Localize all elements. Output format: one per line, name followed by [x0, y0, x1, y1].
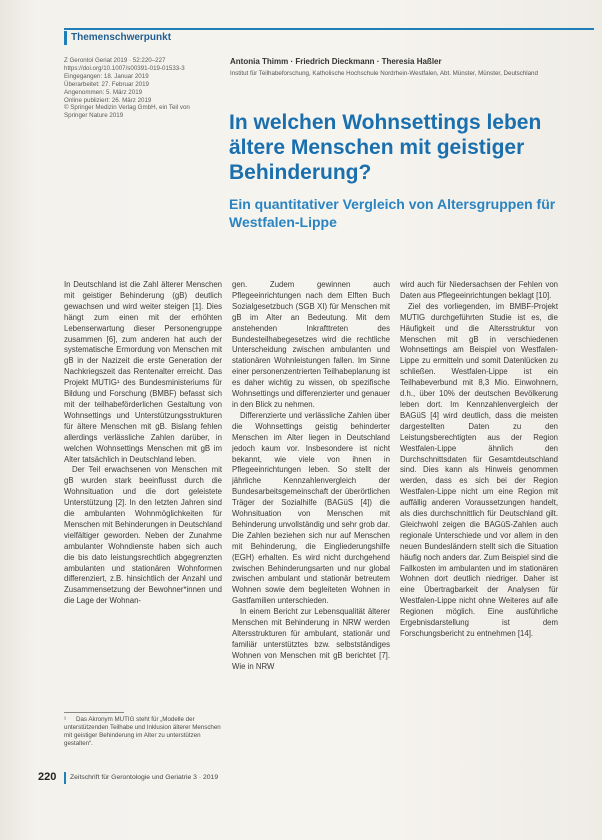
footnote	[64, 716, 224, 748]
paragraph: wird auch für Niedersachsen der Fehlen von Daten aus Pflegeeinrichtungen beklagt [10].	[400, 280, 558, 300]
journal-citation: Zeitschrift für Gerontologie und Geriatrie 3 · 2019	[70, 774, 219, 781]
paragraph: gen. Zudem gewinnen auch Pflegeeinrichtungen nach dem Elften Buch Sozialgesetzbuch (SGB XI) für Menschen mit gB im Alter an Bedeutung. Mit dem anstehenden Inkrafttreten des Bundesteilhabegesetzes wird die rechtliche Unterscheidung zwischen ambulanten und stationären Wohnleistungen fallen. Im Sinne einer personenzentrierten Teilhabeplanung ist es daher wichtig zu wissen, ob spezifische Wohnsettings und differenzierter und genauer in den Blick zu nehmen.	[232, 280, 390, 409]
paragraph: Der Teil erwachsenen von Menschen mit gB wurden stark beeinflusst durch die Wohnsituation und die dort geleistete Unterstützung [2]. In den letzten Jahren sind die ambulanten Wohnmöglichkeiten für Menschen mit Behinderungen in Deutschland vielfältiger geworden. Neben der Zunahme ambulanter Wohndienste haben sich auch die bis dato leistungsrechtlich abgegrenzten ambulanten und stationären Wohnformen differenziert, z.B. hinsichtlich der Anzahl und Zusammensetzung der Bewohner*innen und die Lage der Wohnan-	[64, 465, 222, 606]
paragraph: In Deutschland ist die Zahl älterer Menschen mit geistiger Behinderung (gB) deutlich gewachsen und wird weiter steigen [1]. Dies hängt zum einen mit der erhöhten Lebenserwartung dieser Personengruppe zusammen [6], zum anderen hat auch der systematische Ermordung von Menschen mit gB in der Nazizeit die erste Generation der Nachkriegszeit das Rentenalter erreicht. Das Projekt MUTIG¹ des Bundesministeriums für Bildung und Forschung (BMBF) befasst sich mit der teilhabeförderlichen Gestaltung von Wohnsettings und Unterstützungsstrukturen für ältere Menschen mit gB. Bislang fehlen allerdings verlässliche Zahlen darüber, in welchen Wohnsettings Menschen mit gB im Alter tatsächlich in Deutschland leben.	[64, 280, 222, 464]
footnote-divider	[64, 712, 124, 713]
section-label: Themenschwerpunkt	[64, 31, 171, 45]
paragraph: Ziel des vorliegenden, im BMBF-Projekt MUTIG durchgeführten Studie ist es, die Häufigkeit und die Altersstruktur von Menschen mit gB in verschiedenen Wohnsettings am Beispiel von Westfalen-Lippe zu ermitteln und somit Datenlücken zu schließen. Westfalen-Lippe ist ein Teilhabeverbund mit 8,3 Mio. Einwohnern, d.h., über 10% der deutschen Bevölkerung leben dort. Im Kennzahlenvergleich der BAGüS [4] wird deutlich, dass die meisten dargestellten Daten zu den Leistungsberechtigten aus der Region Westfalen-Lippe ähnlich den Durchschnittsdaten für Gesamtdeutschland sind. Dies kann als Hinweis genommen werden, dass es sich bei der Region Westfalen-Lippe nicht um eine Region mit auffällig anderen Voraussetzungen handelt, als dies durchschnittlich für Deutschland gilt. Gleichwohl zeigen die BAGüS-Zahlen auch regionale Unterschiede und vor allem in den neuen Bundesländern stellt sich die Situation häufig noch anders dar. Zum Beispiel sind die Fallkosten im ambulanten und im stationären Wohnen dort deutlich niedriger. Daher ist eine Übertragbarkeit der Analysen für Westfalen-Lippe nicht ohne Weiteres auf alle Regionen möglich. Eine ausführliche Ergebnisdarstellung ist dem Forschungsbericht zu entnehmen [14].	[400, 301, 558, 638]
article-subtitle: Ein quantitativer Vergleich von Altersgruppen für Westfalen-Lippe	[229, 196, 556, 230]
meta-line: Eingegangen: 18. Januar 2019	[64, 72, 149, 80]
footer-rule	[64, 772, 66, 784]
meta-line: © Springer Medizin Verlag GmbH, ein Teil von	[64, 104, 190, 112]
body-column-3	[400, 280, 558, 640]
author-affiliation: Institut für Teilhabeforschung, Katholische Hochschule Nordrhein-Westfalen, Abt. Münster, Münster, Deutschland	[230, 70, 538, 77]
author-list: Antonia Thimm · Friedrich Dieckmann · Theresia Haßler	[230, 57, 442, 66]
header-rule	[64, 28, 594, 30]
meta-line: Angenommen: 5. März 2019	[64, 88, 143, 96]
meta-line[interactable]: https://doi.org/10.1007/s00391-019-01533-3	[64, 64, 185, 72]
footnote-number: ¹	[64, 716, 67, 723]
paragraph: Differenzierte und verlässliche Zahlen über die Wohnsettings geistig behinderter Menschen im Alter liegen in Deutschland jedoch kaum vor. Insbesondere ist nicht bekannt, wie viele von ihnen in Pflegeeinrichtungen leben. So stellt der jährliche Kennzahlenvergleich der Bundesarbeitsgemeinschaft der überörtlichen Träger der Sozialhilfe (BAGüS [4]) die Wohnsituation von Menschen mit Behinderung unvollständig und sehr grob dar. Die Zahlen beziehen sich nur auf Menschen mit Behinderung, die Eingliederungshilfe (EGH) erhalten. Es wird nicht durchgehend zwischen Behinderungsarten und nur global zwischen ambulant und stationär betreutem Wohnen sowie dem begleiteten Wohnen in Gastfamilien unterschieden.	[232, 410, 390, 606]
meta-line: Springer Nature 2019	[64, 112, 124, 120]
meta-line: Z Gerontol Geriat 2019 · 52:220–227	[64, 57, 166, 64]
publication-metadata	[64, 57, 224, 120]
body-column-1	[64, 280, 222, 607]
page-number: 220	[38, 771, 57, 783]
article-title: In welchen Wohnsettings leben ältere Menschen mit geistiger Behinderung?	[229, 111, 542, 184]
meta-line: Überarbeitet: 27. Februar 2019	[64, 80, 149, 88]
footnote-text: Das Akronym MUTIG steht für „Modelle der unterstützenden Teilhabe und Inklusion älterer Menschen mit geistiger Behinderung im Alter zu unterstützen gestalten“.	[64, 716, 221, 747]
body-column-2	[232, 280, 390, 673]
meta-line: Online publiziert: 26. März 2019	[64, 96, 152, 104]
paragraph: In einem Bericht zur Lebensqualität älterer Menschen mit Behinderung in NRW werden Altersstrukturen für ambulant, stationär und familiär unterstütztes bzw. selbstständiges Wohnen von Menschen mit gB berichtet [7]. Wie in NRW	[232, 607, 390, 671]
